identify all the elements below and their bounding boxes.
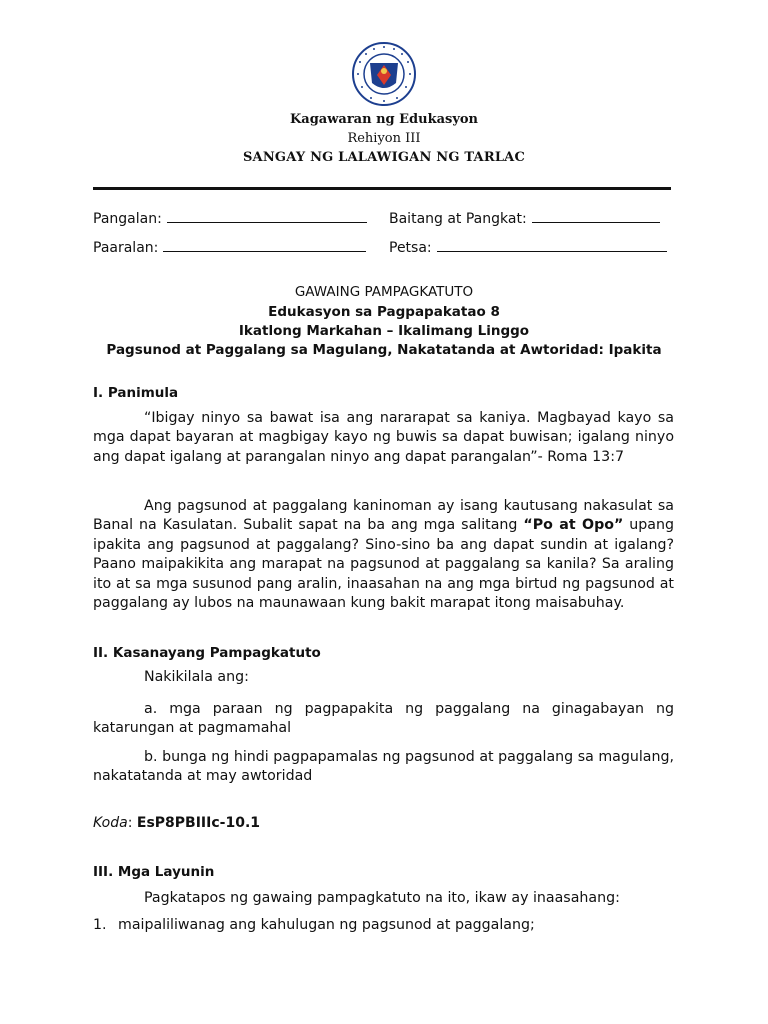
objective-item <box>93 917 535 933</box>
introduction-text-b: upang ipakita ang pagsunod at paggalang? Sino-sino ba ang dapat sundin at igalang? Paano maipakikita ang marapat na pagsunod at paggalang sa kanila? Sa araling ito at sa mga susunod pang aralin, inaasahan na ang mga birtud ng pagsunod at paggalang ay lubos na maunawaan kung bakit marapat itong maisabuhay. <box>93 517 674 612</box>
objective-text: maipaliliwanag ang kahulugan ng pagsunod at paggalang; <box>118 917 535 933</box>
bible-quote-paragraph: “Ibigay ninyo sa bawat isa ang nararapat sa kaniya. Magbayad kayo sa mga dapat bayaran at magbigay kayo ng buwis sa dapat buwisan; igalang ninyo ang dapat igalang at parangalan ninyo ang dapat parangalan”- Roma 13:7 <box>93 410 674 465</box>
competency-intro: Nakikilala ang: <box>144 669 249 685</box>
region-name: Rehiyon III <box>347 131 421 146</box>
header-divider <box>93 187 671 190</box>
worksheet-title: GAWAING PAMPAGKATUTO <box>294 284 474 300</box>
code-value: EsP8PBIIIc-10.1 <box>136 815 260 831</box>
name-blank[interactable] <box>167 209 367 223</box>
school-label: Paaralan: <box>93 240 159 256</box>
subject-title: Edukasyon sa Pagpapakatao 8 <box>268 304 500 320</box>
name-field[interactable] <box>93 209 367 227</box>
objective-number: 1. <box>93 917 107 933</box>
objectives-intro: Pagkatapos ng gawaing pampagkatuto na ito, ikaw ay inaasahang: <box>144 890 620 906</box>
school-field[interactable] <box>93 238 366 256</box>
date-field[interactable] <box>389 238 667 256</box>
date-label: Petsa: <box>389 240 432 256</box>
school-blank[interactable] <box>163 238 366 252</box>
lesson-title: Pagsunod at Paggalang sa Magulang, Nakatatanda at Awtoridad: Ipakita <box>106 342 662 358</box>
section-heading-layunin: III. Mga Layunin <box>93 864 215 880</box>
name-label: Pangalan: <box>93 211 162 227</box>
po-at-opo-text: “Po at Opo” <box>523 517 624 534</box>
quarter-week-title: Ikatlong Markahan – Ikalimang Linggo <box>238 323 530 339</box>
grade-section-field[interactable] <box>389 209 660 227</box>
section-heading-panimula: I. Panimula <box>93 385 179 401</box>
division-name: SANGAY NG LALAWIGAN NG TARLAC <box>242 150 526 165</box>
grade-section-label: Baitang at Pangkat: <box>389 211 527 227</box>
competency-item-a: a. mga paraan ng pagpapakita ng paggalang na ginagabayan ng katarungan at pagmamahal <box>93 701 674 737</box>
competency-code: Koda: EsP8PBIIIc-10.1 <box>93 815 260 831</box>
date-blank[interactable] <box>437 238 667 252</box>
introduction-text-a: Ang pagsunod at paggalang kaninoman ay isang kautusang nakasulat sa Banal na Kasulatan. Subalit sapat na ba ang mga salitang <box>93 498 674 534</box>
code-label: Koda <box>93 815 128 831</box>
deped-seal-icon <box>339 41 429 107</box>
competency-item-b: b. bunga ng hindi pagpapamalas ng pagsunod at paggalang sa magulang, nakatatanda at may awtoridad <box>93 749 674 785</box>
introduction-paragraph <box>93 497 674 613</box>
agency-name: Kagawaran ng Edukasyon <box>289 112 479 127</box>
section-heading-kasanayan: II. Kasanayang Pampagkatuto <box>93 645 321 661</box>
grade-section-blank[interactable] <box>532 209 660 223</box>
